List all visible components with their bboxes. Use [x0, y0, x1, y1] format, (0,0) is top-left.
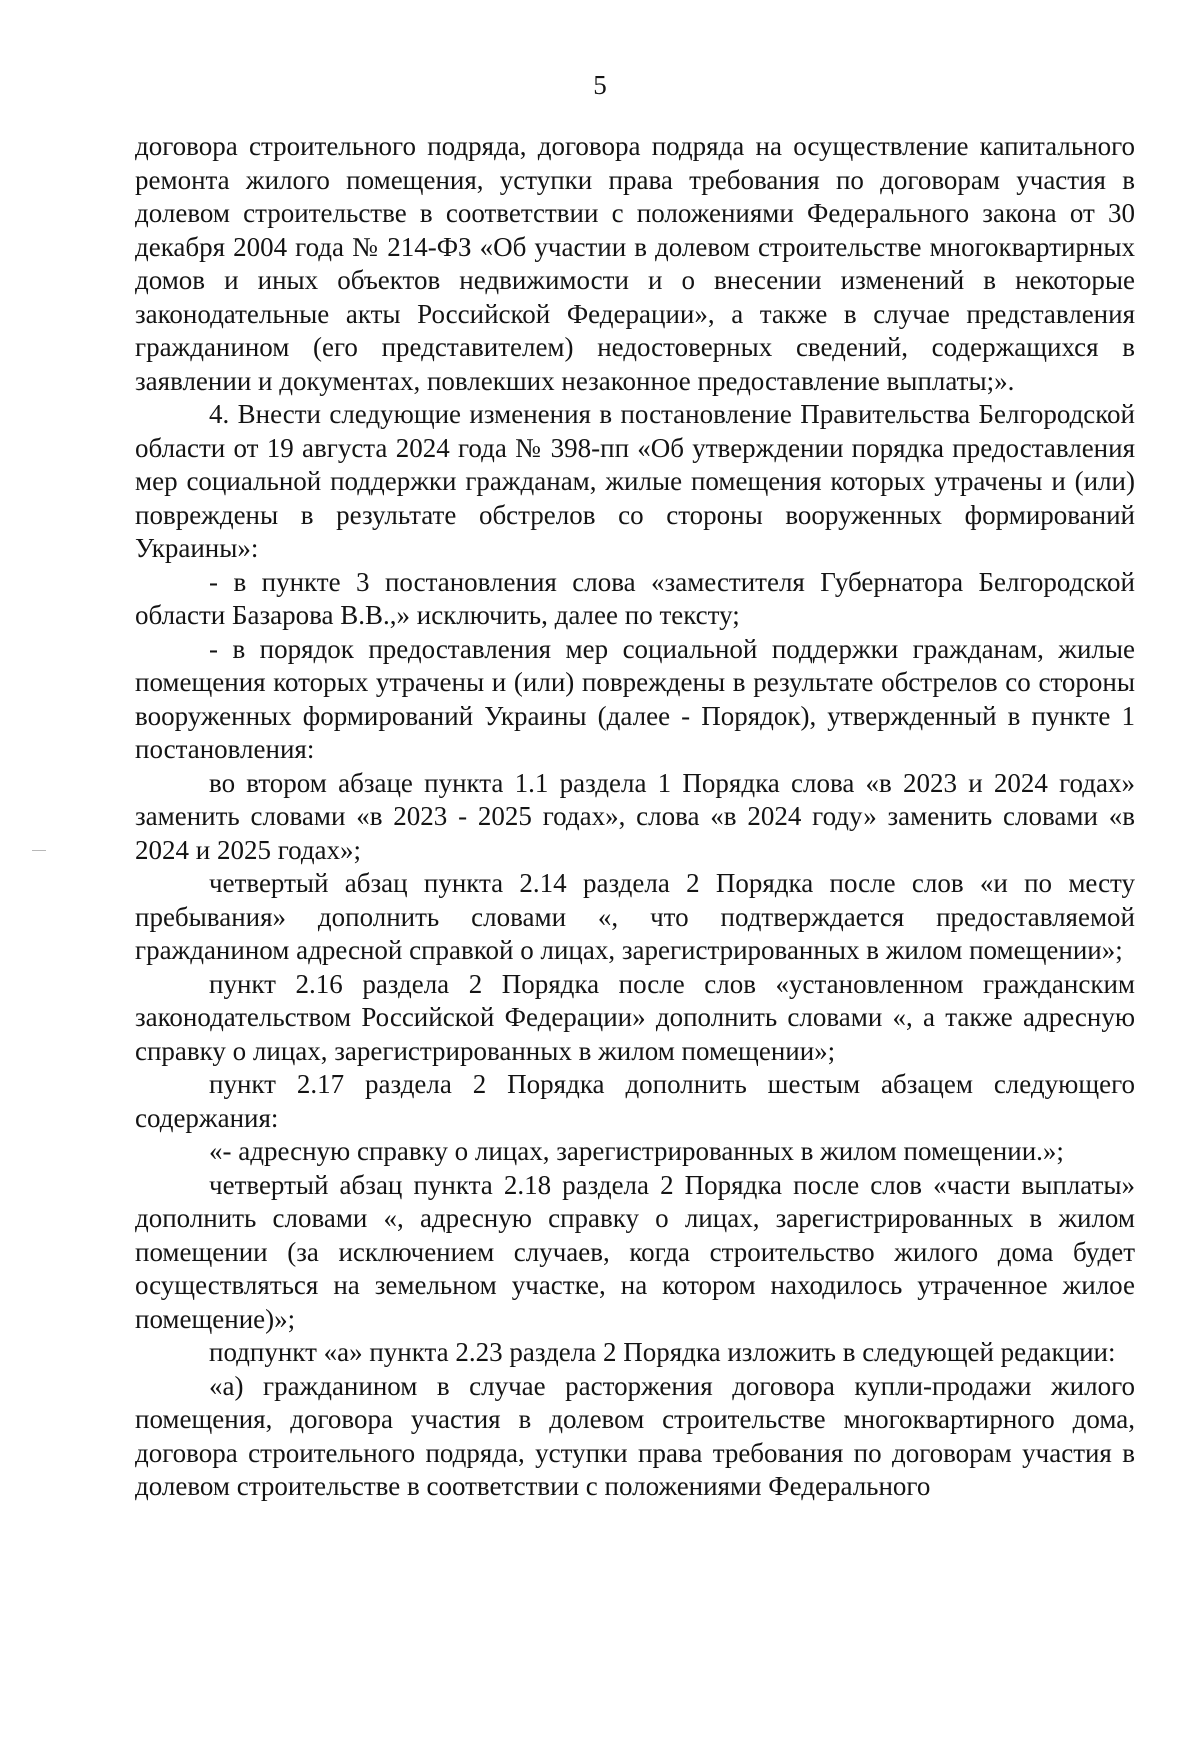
- paragraph-section-2-18: четвертый абзац пункта 2.18 раздела 2 Порядка после слов «части выплаты» дополнить словами «, адресную справку о лицах, зарегистрированных в жилом помещении (за исключением случаев, когда строительство жилого дома будет осуществляться на земельном участке, на котором находилось утраченное жилое помещение)»;: [135, 1169, 1135, 1334]
- paragraph-section-2-23: подпункт «а» пункта 2.23 раздела 2 Порядка изложить в следующей редакции:: [209, 1337, 1116, 1367]
- paragraph-section-1-1: во втором абзаце пункта 1.1 раздела 1 Порядка слова «в 2023 и 2024 годах» заменить словами «в 2023 - 2025 годах», слова «в 2024 году» заменить словами «в 2024 и 2025 годах»;: [135, 767, 1135, 865]
- paragraph-quoted-addition: «- адресную справку о лицах, зарегистрированных в жилом помещении.»;: [209, 1136, 1064, 1166]
- paragraph-section-2-16: пункт 2.16 раздела 2 Порядка после слов «установленном гражданским законодательством Российской Федерации» дополнить словами «, а также адресную справку о лицах, зарегистрированных в жилом помещении»;: [135, 968, 1135, 1066]
- paragraph-point-3-amendment: - в пункте 3 постановления слова «заместителя Губернатора Белгородской области Базарова В.В.,» исключить, далее по тексту;: [135, 566, 1135, 630]
- paragraph-section-2-17: пункт 2.17 раздела 2 Порядка дополнить шестым абзацем следующего содержания:: [135, 1069, 1135, 1133]
- paragraph-item-4: 4. Внести следующие изменения в постановление Правительства Белгородской области от 19 августа 2024 года № 398-пп «Об утверждении порядка предоставления мер социальной поддержки гражданам, жилые помещения которых утрачены и (или) повреждены в результате обстрелов со стороны вооруженных формирований Украины»:: [135, 399, 1135, 563]
- page-number: 5: [593, 70, 607, 100]
- paragraph-continuation: договора строительного подряда, договора подряда на осуществление капитального ремонта жилого помещения, уступки права требования по договорам участия в долевом строительстве в соответствии с положениями Федерального закона от 30 декабря 2004 года № 214-ФЗ «Об участии в долевом строительстве многоквартирных домов и иных объектов недвижимости и о внесении изменений в некоторые законодательные акты Российской Федерации», а также в случае представления гражданином (его представителем) недостоверных сведений, содержащихся в заявлении и документах, повлекших незаконное предоставление выплаты;».: [135, 131, 1135, 396]
- paragraph-subitem-a: «а) гражданином в случае расторжения договора купли-продажи жилого помещения, договора участия в долевом строительстве многоквартирного дома, договора строительного подряда, уступки права требования по договорам участия в долевом строительстве в соответствии с положениями Федерального: [135, 1370, 1135, 1501]
- paragraph-procedure-amendment: - в порядок предоставления мер социальной поддержки гражданам, жилые помещения которых утрачены и (или) повреждены в результате обстрелов со стороны вооруженных формирований Украины (далее - Порядок), утвержденный в пункте 1 постановления:: [135, 633, 1135, 764]
- document-body: [135, 130, 1135, 1504]
- scan-artifact: [32, 850, 46, 851]
- paragraph-section-2-14: четвертый абзац пункта 2.14 раздела 2 Порядка после слов «и по месту пребывания» дополнить словами «, что подтверждается предоставляемой гражданином адресной справкой о лицах, зарегистрированных в жилом помещении»;: [135, 868, 1135, 965]
